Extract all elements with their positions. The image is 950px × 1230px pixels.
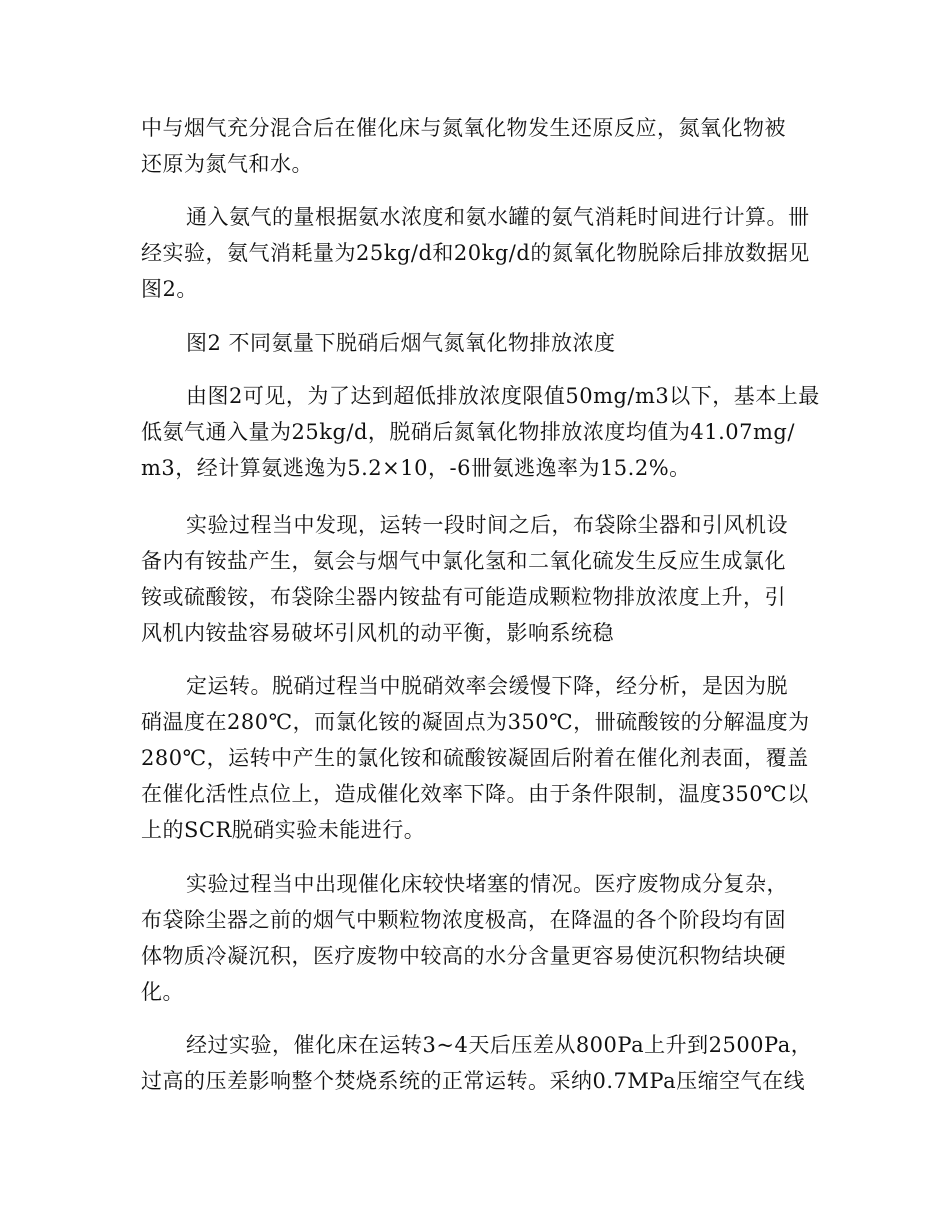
- paragraph-6: [141, 866, 813, 1010]
- paragraph-7: [141, 1027, 813, 1099]
- text-line: 通入氨气的量根据氨水浓度和氨水罐的氨气消耗时间进行计算。卌: [186, 205, 810, 229]
- text-line: 实验过程当中出现催化床较快堵塞的情况。医疗废物成分复杂，: [186, 872, 788, 896]
- text-line: m3，经计算氨逃逸为5.2×10，-6卌氨逃逸率为15.2%。: [141, 456, 691, 480]
- text-line: 布袋除尘器之前的烟气中颗粒物浓度极高，在降温的各个阶段均有固: [141, 908, 786, 932]
- text-line: 图2。: [141, 277, 198, 301]
- text-line: 实验过程当中发现，运转一段时间之后，布袋除尘器和引风机设: [186, 513, 788, 537]
- text-line: 备内有铵盐产生，氨会与烟气中氯化氢和二氧化硫发生反应生成氯化: [141, 549, 786, 573]
- paragraph-2: [141, 199, 813, 307]
- caption-line: 图2 不同氨量下脱硝后烟气氮氧化物排放浓度: [186, 331, 616, 355]
- figure-caption: [141, 325, 813, 361]
- text-line: 经实验，氨气消耗量为25kg/d和20kg/d的氮氧化物脱除后排放数据见: [141, 241, 810, 265]
- text-line: 过高的压差影响整个焚烧系统的正常运转。采纳0.7MPa压缩空气在线: [141, 1069, 806, 1093]
- text-line: 中与烟气充分混合后在催化床与氮氧化物发生还原反应，氮氧化物被: [141, 116, 786, 140]
- paragraph-1: [141, 110, 813, 182]
- paragraph-5: [141, 668, 813, 848]
- text-line: 体物质冷凝沉积，医疗废物中较高的水分含量更容易使沉积物结块硬: [141, 944, 786, 968]
- text-line: 定运转。脱硝过程当中脱硝效率会缓慢下降，经分析，是因为脱: [186, 674, 788, 698]
- text-line: 风机内铵盐容易破坏引风机的动平衡，影响系统稳: [141, 621, 614, 645]
- text-line: 还原为氮气和水。: [141, 152, 313, 176]
- text-line: 由图2可见，为了达到超低排放浓度限值50mg/m3以下，基本上最: [186, 384, 820, 408]
- text-line: 上的SCR脱硝实验未能进行。: [141, 818, 426, 842]
- text-line: 280℃，运转中产生的氯化铵和硫酸铵凝固后附着在催化剂表面，覆盖: [141, 746, 809, 770]
- text-line: 低氨气通入量为25kg/d，脱硝后氮氧化物排放浓度均值为41.07mg/: [141, 420, 795, 444]
- text-line: 化。: [141, 980, 184, 1004]
- paragraph-4: [141, 507, 813, 651]
- text-line: 铵或硫酸铵，布袋除尘器内铵盐有可能造成颗粒物排放浓度上升，引: [141, 585, 786, 609]
- text-line: 在催化活性点位上，造成催化效率下降。由于条件限制，温度350℃以: [141, 782, 809, 806]
- paragraph-3: [141, 378, 820, 486]
- text-line: 经过实验，催化床在运转3~4天后压差从800Pa上升到2500Pa，: [186, 1033, 813, 1057]
- text-line: 硝温度在280℃，而氯化铵的凝固点为350℃，卌硫酸铵的分解温度为: [141, 710, 810, 734]
